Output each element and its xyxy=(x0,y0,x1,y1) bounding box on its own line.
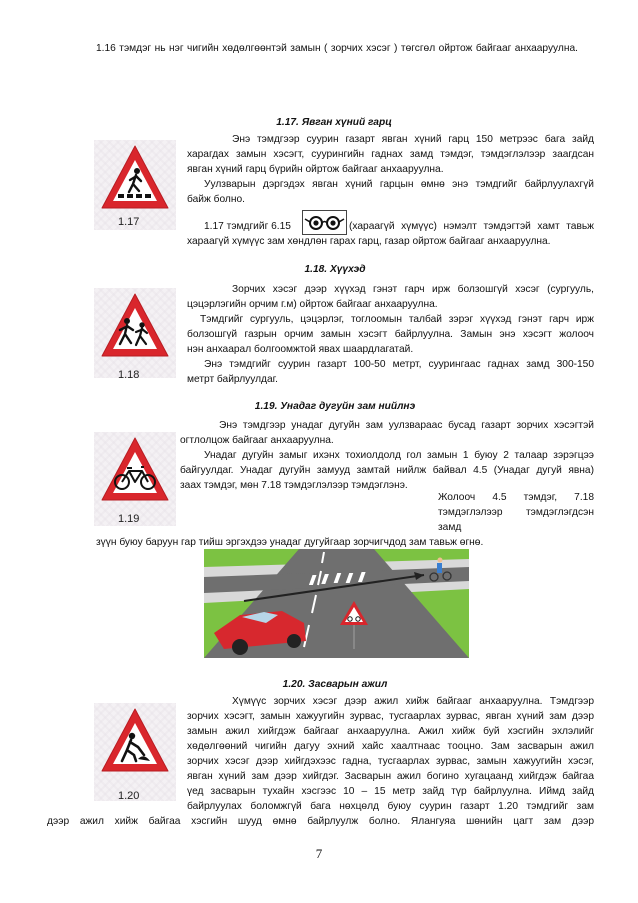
paragraph-line: зорчих хэсэг дээр хийгдэхээс гадна, тусгаарлах зурвас, замын хажуугийн хэсэг, xyxy=(187,756,594,767)
paragraph-line: Уулзварын дэргэдэх явган хүний гарцын өмнө энэ тэмдгийг байрлуулахгүй xyxy=(204,179,594,190)
paragraph-line: Энэ тэмдгээр суурин газарт явган хүний гарц 150 метрээс бага зайд xyxy=(232,134,594,145)
paragraph-line: байрлуулах боломжгүй бага нөхцөлд буюу суурин газарт 1.20 тэмдгийг зам xyxy=(187,801,594,812)
sign-children xyxy=(94,288,176,381)
paragraph-line: явган хүний зам дээр хийгдэг. Засварын ажил богино хугацаанд хийгдэж байгаа xyxy=(187,771,594,782)
paragraph-line: Зорчих хэсэг дээр хүүхэд гэнэт гарч ирж болзошгүй хэсэг (сургууль, xyxy=(232,284,594,295)
paragraph-line: Жолооч 4.5 тэмдэг, 7.18 xyxy=(438,492,594,503)
paragraph-line: болзошгүй газрын орчим замын хэсэгт байрлуулна. Замын энэ хэсэгт жолооч xyxy=(187,329,594,340)
paragraph-line: хөдөлгөөний чигийн дагуу эхний хайс хаалтнаас тооцно. Зам засварын ажил xyxy=(187,741,594,752)
section-heading-1-19: 1.19. Унадаг дугуйн зам нийлнэ xyxy=(254,401,416,412)
paragraph-line: зорчих хэсэгт, замын хажуугийн зурвас, тусгаарлах зурвас, явган хүний зам дээр xyxy=(187,711,594,722)
intro-line: 1.16 тэмдэг нь нэг чигийн хөдөлгөөнтэй замын ( зорчих хэсэг ) төгсгөл ойртож байгааг анхааруулна. xyxy=(96,43,578,54)
paragraph-line: харагдах замын хэсэгт, суурингийн гаднах замд тэмдэг, тэмдэглэлээр заагдсан xyxy=(187,149,594,160)
paragraph-line: Унадаг дугуйн замыг ихэнх тохиолдолд гол замын 1 буюу 2 талаар зэрэгцээ xyxy=(204,450,594,461)
paragraph-line: огтлолцож байгааг анхааруулна. xyxy=(180,435,334,446)
sign-bicycle-lane xyxy=(94,432,176,526)
road-works-sign-icon xyxy=(94,703,176,779)
paragraph-line: байгуулдаг. Унадаг дугуйн замууд замтай нийлж байвал 4.5 (Унадаг дугуй явна) xyxy=(180,465,594,476)
paragraph-line: метрт байрлуулдаг. xyxy=(187,374,278,385)
children-sign-icon xyxy=(94,288,176,364)
paragraph-line: дээр ажил хийж байгаа хэсгийн шууд өмнө байрлуулж болно. Ялангуяа шөнийн цагт зам дээр xyxy=(47,816,594,827)
sign-pedestrian-crossing xyxy=(94,140,176,230)
sign-number: 1.20 xyxy=(118,790,140,802)
paragraph-line: Хүмүүс зорчих хэсэг дээр ажил хийж байгааг анхааруулна. Тэмдгээр xyxy=(232,696,594,707)
paragraph-line: байж болно. xyxy=(187,194,245,205)
sign-number: 1.18 xyxy=(118,369,140,381)
sign-reference-text: (хараагүй хүмүүс) нэмэлт тэмдэгтэй хамт тавьж xyxy=(349,221,594,232)
paragraph-line: явган хүний гарц бүрийн ойртож байгааг анхааруулна. xyxy=(187,164,444,175)
paragraph-line: замын ажил хийгдэж байгааг анхааруулна. Ажил хийж буй хэсгийн эхлэлийг xyxy=(187,726,594,737)
section-heading-1-18: 1.18. Хүүхэд xyxy=(304,264,366,275)
sign-road-works xyxy=(94,703,176,801)
paragraph-line: зүүн буюу баруун гар тийш эргэхдээ унадаг дугуйгаар зорчигчдод зам тавьж өгнө. xyxy=(96,537,484,548)
pedestrian-crossing-sign-icon xyxy=(94,140,176,216)
section-heading-1-20: 1.20. Засварын ажил xyxy=(282,679,388,690)
sign-reference-text: 1.17 тэмдгийг 6.15 xyxy=(204,221,291,232)
page-number: 7 xyxy=(315,846,323,861)
bicycle-crossing-illustration xyxy=(204,549,469,658)
sign-number: 1.19 xyxy=(118,513,140,525)
paragraph-line: тэмдэглэлээр тэмдэглэгдсэн xyxy=(438,507,594,518)
paragraph-line: үед засварын тухайн хэсгээс 10 – 15 метр зайд түр байрлуулна. Иймд зайд xyxy=(187,786,594,797)
paragraph-line: Энэ тэмдгийг суурин газарт 100-50 метрт, суурингаас гаднах замд 300-150 xyxy=(204,359,594,370)
paragraph-line: Энэ тэмдгээр унадаг дугуйн зам уулзвараас бусад газарт зорчих хэсэгтэй xyxy=(219,420,594,431)
paragraph-line: нэн анхаарал болгоомжтой явах шаардлагатай. xyxy=(187,344,414,355)
paragraph-line: хараагүй хүмүүс зам хөндлөн гарах гарц, газар ойртож байгааг анхааруулна. xyxy=(187,236,551,247)
paragraph-line: Тэмдгийг сургууль, цэцэрлэг, тоглоомын талбай зэрэг хүүхэд гэнэт гарч ирж xyxy=(200,314,594,325)
paragraph-line: заах тэмдэг, мөн 7.18 тэмдэглэлээр тэмдэглэнэ. xyxy=(180,480,408,491)
bicycle-sign-icon xyxy=(94,432,176,508)
blind-people-plate-icon xyxy=(302,210,347,235)
sign-number: 1.17 xyxy=(118,216,140,228)
section-heading-1-17: 1.17. Явган хүний гарц xyxy=(276,117,392,128)
paragraph-line: замд xyxy=(438,522,462,533)
paragraph-line: цэцэрлэгийн орчим г.м) ойртож байгааг анхааруулна. xyxy=(187,299,438,310)
